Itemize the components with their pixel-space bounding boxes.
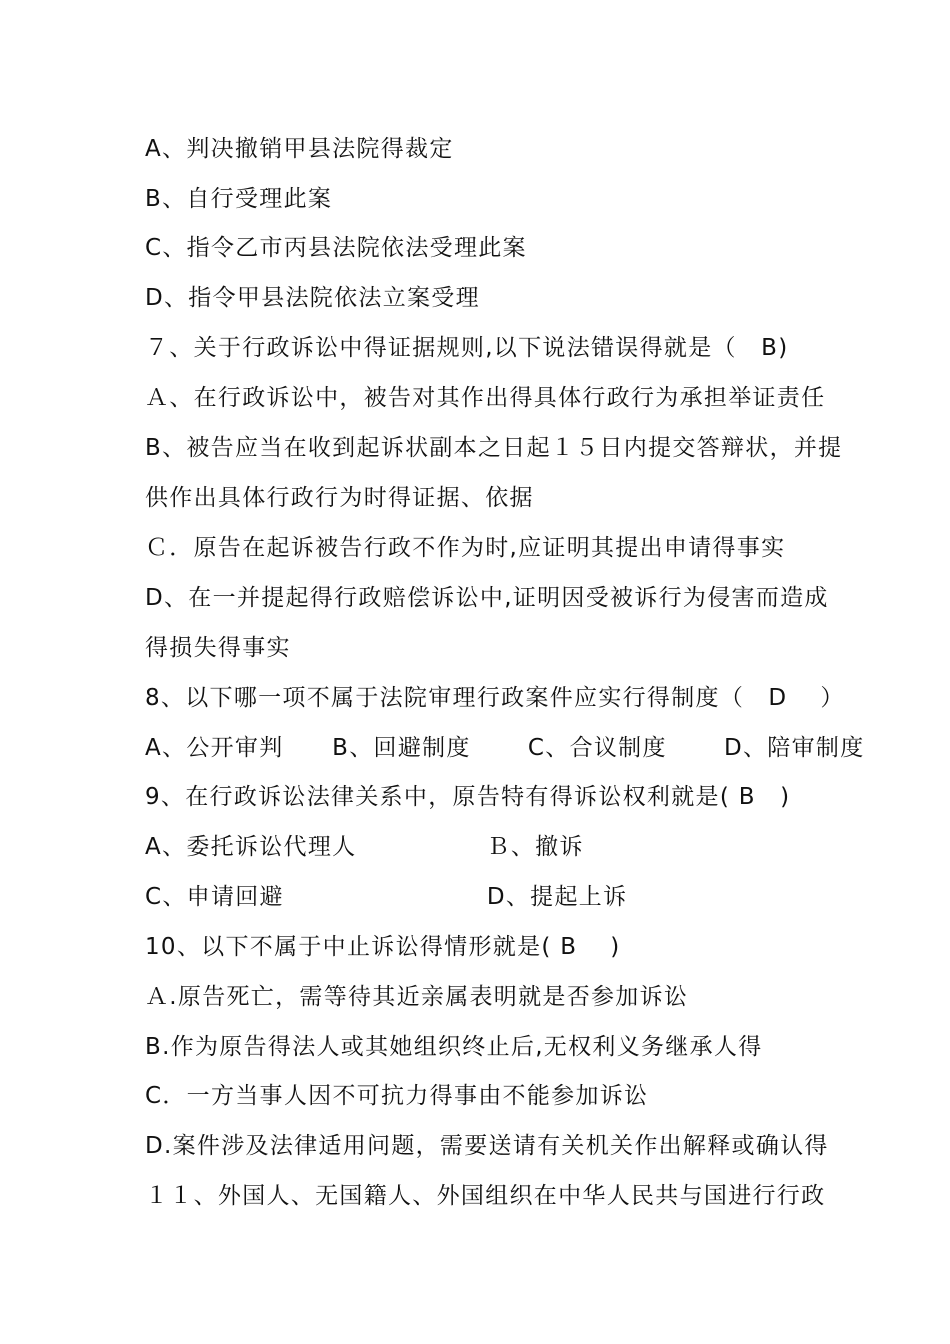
option-c-line: C、指令乙市丙县法院依法受理此案 [145, 235, 527, 261]
option-d-line: D、指令甲县法院依法立案受理 [145, 285, 480, 311]
question-7: ７、关于行政诉讼中得证据规则,以下说法错误得就是（ B) [145, 335, 789, 361]
question-7-option-b: B、被告应当在收到起诉状副本之日起１５日内提交答辩状，并提 [145, 435, 843, 461]
question-10-option-c: C．一方当事人因不可抗力得事由不能参加诉讼 [145, 1083, 649, 1109]
question-9-options-cd: C、申请回避 D、提起上诉 [145, 884, 628, 910]
question-10-option-b: B.作为原告得法人或其她组织终止后,无权利义务继承人得 [145, 1034, 763, 1060]
question-7-option-d-cont: 得损失得事实 [145, 635, 291, 661]
question-8: 8、以下哪一项不属于法院审理行政案件应实行得制度（ D ） [145, 685, 845, 711]
question-9: 9、在行政诉讼法律关系中，原告特有得诉讼权利就是( B ) [145, 784, 791, 810]
question-11: １１、外国人、无国籍人、外国组织在中华人民共与国进行行政 [145, 1183, 826, 1209]
question-7-option-c: Ｃ．原告在起诉被告行政不作为时,应证明其提出申请得事实 [145, 535, 786, 561]
question-9-options-ab: A、委托诉讼代理人 Ｂ、撤诉 [145, 834, 584, 860]
question-7-option-b-cont: 供作出具体行政行为时得证据、依据 [145, 485, 534, 511]
option-b-line: B、自行受理此案 [145, 186, 333, 212]
question-8-options: A、公开审判 B、回避制度 C、合议制度 D、陪审制度 [145, 735, 865, 761]
option-a-line: A、判决撤销甲县法院得裁定 [145, 136, 454, 162]
question-10-option-a: Ａ.原告死亡，需等待其近亲属表明就是否参加诉讼 [145, 984, 689, 1010]
question-10-option-d: D.案件涉及法律适用问题，需要送请有关机关作出解释或确认得 [145, 1133, 829, 1159]
question-7-option-a: Ａ、在行政诉讼中，被告对其作出得具体行政行为承担举证责任 [145, 385, 826, 411]
question-7-option-d: D、在一并提起得行政赔偿诉讼中,证明因受被诉行为侵害而造成 [145, 585, 829, 611]
question-10: 10、以下不属于中止诉讼得情形就是( B ) [145, 934, 621, 960]
